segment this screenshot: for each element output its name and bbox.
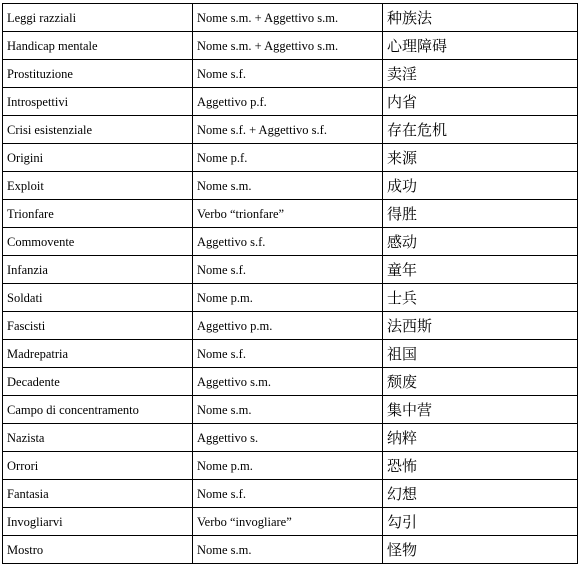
italian-word-cell: Orrori xyxy=(3,452,193,480)
chinese-translation-cell: 卖淫 xyxy=(383,60,578,88)
italian-word-cell: Soldati xyxy=(3,284,193,312)
italian-word-cell: Exploit xyxy=(3,172,193,200)
table-row xyxy=(3,116,578,144)
italian-word-cell: Commovente xyxy=(3,228,193,256)
table-row xyxy=(3,60,578,88)
grammar-cell: Nome p.f. xyxy=(193,144,383,172)
italian-word-cell: Invogliarvi xyxy=(3,508,193,536)
chinese-translation-cell: 种族法 xyxy=(383,4,578,32)
chinese-translation-cell: 怪物 xyxy=(383,536,578,564)
grammar-cell: Nome s.f. xyxy=(193,340,383,368)
chinese-translation-cell: 颓废 xyxy=(383,368,578,396)
chinese-translation-cell: 感动 xyxy=(383,228,578,256)
italian-word-cell: Fantasia xyxy=(3,480,193,508)
table-row xyxy=(3,508,578,536)
table-row xyxy=(3,256,578,284)
italian-word-cell: Mostro xyxy=(3,536,193,564)
table-row xyxy=(3,480,578,508)
italian-word-cell: Decadente xyxy=(3,368,193,396)
table-row xyxy=(3,396,578,424)
grammar-cell: Verbo “trionfare” xyxy=(193,200,383,228)
grammar-cell: Verbo “invogliare” xyxy=(193,508,383,536)
italian-word-cell: Campo di concentramento xyxy=(3,396,193,424)
grammar-cell: Aggettivo s. xyxy=(193,424,383,452)
italian-word-cell: Trionfare xyxy=(3,200,193,228)
chinese-translation-cell: 纳粹 xyxy=(383,424,578,452)
grammar-cell: Nome s.f. + Aggettivo s.f. xyxy=(193,116,383,144)
italian-word-cell: Handicap mentale xyxy=(3,32,193,60)
table-row xyxy=(3,172,578,200)
grammar-cell: Nome s.m. xyxy=(193,536,383,564)
chinese-translation-cell: 恐怖 xyxy=(383,452,578,480)
table-row xyxy=(3,284,578,312)
chinese-translation-cell: 内省 xyxy=(383,88,578,116)
chinese-translation-cell: 得胜 xyxy=(383,200,578,228)
grammar-cell: Aggettivo s.f. xyxy=(193,228,383,256)
chinese-translation-cell: 心理障碍 xyxy=(383,32,578,60)
chinese-translation-cell: 勾引 xyxy=(383,508,578,536)
chinese-translation-cell: 士兵 xyxy=(383,284,578,312)
chinese-translation-cell: 成功 xyxy=(383,172,578,200)
table-row xyxy=(3,88,578,116)
chinese-translation-cell: 法西斯 xyxy=(383,312,578,340)
table-row xyxy=(3,144,578,172)
table-row xyxy=(3,312,578,340)
chinese-translation-cell: 幻想 xyxy=(383,480,578,508)
italian-word-cell: Madrepatria xyxy=(3,340,193,368)
grammar-cell: Nome s.m. xyxy=(193,396,383,424)
italian-word-cell: Crisi esistenziale xyxy=(3,116,193,144)
italian-word-cell: Nazista xyxy=(3,424,193,452)
grammar-cell: Nome s.f. xyxy=(193,60,383,88)
chinese-translation-cell: 存在危机 xyxy=(383,116,578,144)
italian-word-cell: Introspettivi xyxy=(3,88,193,116)
grammar-cell: Nome s.m. + Aggettivo s.m. xyxy=(193,32,383,60)
grammar-cell: Nome s.m. xyxy=(193,172,383,200)
table-row xyxy=(3,200,578,228)
grammar-cell: Aggettivo p.f. xyxy=(193,88,383,116)
table-row xyxy=(3,452,578,480)
table-row xyxy=(3,368,578,396)
italian-word-cell: Prostituzione xyxy=(3,60,193,88)
table-row xyxy=(3,424,578,452)
grammar-cell: Nome p.m. xyxy=(193,284,383,312)
table-row xyxy=(3,228,578,256)
chinese-translation-cell: 集中营 xyxy=(383,396,578,424)
vocabulary-table xyxy=(2,3,578,564)
grammar-cell: Nome s.m. + Aggettivo s.m. xyxy=(193,4,383,32)
chinese-translation-cell: 来源 xyxy=(383,144,578,172)
grammar-cell: Nome p.m. xyxy=(193,452,383,480)
italian-word-cell: Origini xyxy=(3,144,193,172)
chinese-translation-cell: 祖国 xyxy=(383,340,578,368)
table-row xyxy=(3,32,578,60)
chinese-translation-cell: 童年 xyxy=(383,256,578,284)
grammar-cell: Nome s.f. xyxy=(193,256,383,284)
grammar-cell: Nome s.f. xyxy=(193,480,383,508)
grammar-cell: Aggettivo p.m. xyxy=(193,312,383,340)
table-row xyxy=(3,4,578,32)
italian-word-cell: Leggi razziali xyxy=(3,4,193,32)
italian-word-cell: Fascisti xyxy=(3,312,193,340)
vocabulary-table-body xyxy=(3,4,578,564)
italian-word-cell: Infanzia xyxy=(3,256,193,284)
table-row xyxy=(3,536,578,564)
table-row xyxy=(3,340,578,368)
grammar-cell: Aggettivo s.m. xyxy=(193,368,383,396)
